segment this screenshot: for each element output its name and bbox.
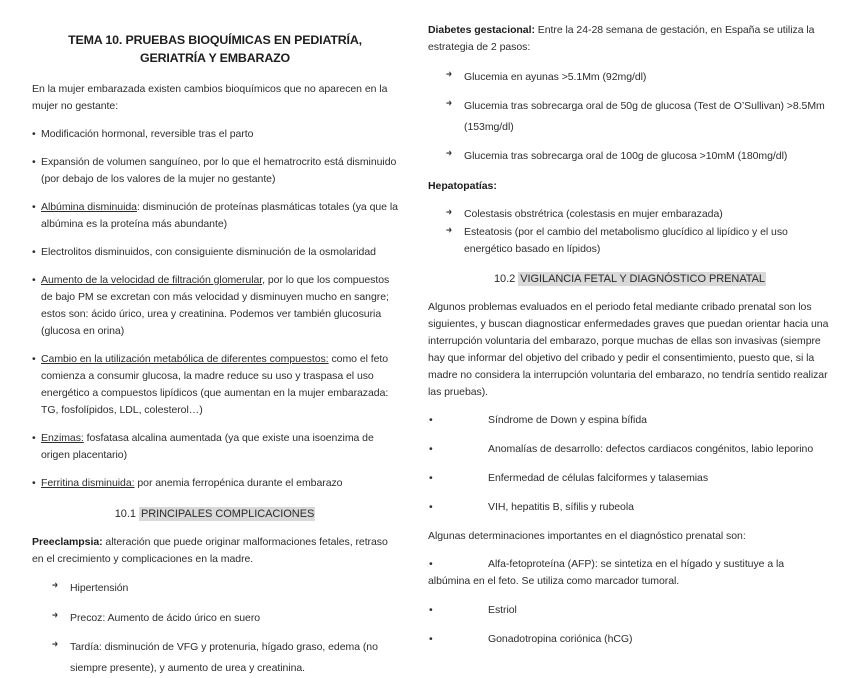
bullet-text: por anemia ferropénica durante el embarazo [134, 476, 343, 489]
bullet-text: Expansión de volumen sanguíneo, por lo que el hematrocrito está disminuido (por debajo de los valores de la mujer no gestante) [41, 155, 397, 185]
list-item: ➜ Glucemia en ayunas >5.1Mm (92mg/dl) [428, 67, 832, 87]
section-number: 10.2 [493, 272, 516, 285]
prenatal-problems-list [428, 412, 832, 516]
hepatopatias-heading [428, 178, 832, 195]
right-column [424, 0, 848, 646]
list-item [32, 126, 398, 143]
list-item: • Estriol [428, 602, 832, 619]
list-item [428, 556, 832, 590]
list-item [32, 154, 398, 188]
bullet-term: Aumento de la velocidad de filtración glomerular [41, 273, 263, 286]
list-item: • Síndrome de Down y espina bífida [428, 412, 832, 429]
hepatopatias-term: Hepatopatías: [428, 179, 497, 192]
section-number: 10.1 [114, 507, 136, 520]
section-heading-10-1 [32, 506, 398, 523]
determination-runover: albúmina en el feto. Se utiliza como marcador tumoral. [428, 575, 680, 588]
preeclampsia-list [32, 578, 398, 678]
list-item: ➜ Tardía: disminución de VFG y protenuria, hígado graso, edema (no siempre presente), y aumento de urea y creatinina. [32, 637, 398, 678]
bullet-text: fosfatasa alcalina aumentada (ya que existe una isoenzima de origen placentario) [41, 431, 374, 461]
determinations-list [428, 556, 832, 648]
preeclampsia-paragraph [32, 534, 398, 568]
bullet-term: Enzimas: [41, 431, 84, 444]
page-title: TEMA 10. PRUEBAS BIOQUÍMICAS EN PEDIATRÍA, GERIATRÍA Y EMBARAZO [68, 33, 362, 65]
list-item: ➜ Hipertensión [32, 578, 398, 598]
section-heading-10-2 [428, 271, 832, 288]
list-item: • Enfermedad de células falciformes y talasemias [428, 470, 832, 487]
preeclampsia-term: Preeclampsia: [32, 536, 103, 549]
list-item: ➜ Precoz: Aumento de ácido úrico en suero [32, 608, 398, 628]
bullet-text: Electrolitos disminuidos, con consiguiente disminución de la osmolaridad [41, 245, 376, 258]
diabetes-paragraph [428, 22, 832, 56]
list-item [32, 430, 398, 464]
diabetes-term: Diabetes gestacional: [428, 24, 535, 36]
left-column [0, 0, 424, 674]
bullet-term: Ferritina disminuida: [41, 476, 135, 489]
prenatal-intro-paragraph: Algunos problemas evaluados en el periodo fetal mediante cribado prenatal son los siguientes, y buscan diagnosticar enfermedades graves que puedan orientar hacia una interrupción voluntaria del embarazo, porque muchas de ellas son invasivas (siempre hay que informar del objetivo del cribado y pedir el consentimiento, puesto que, si la madre no considera la interrupción voluntaria del embarazo, no tendría sentido realizar las pruebas). [428, 301, 829, 399]
list-item: ➜ Colestasis obstrétrica (colestasis en mujer embarazada) [428, 206, 832, 223]
hepatopatias-list [428, 206, 832, 258]
list-item: ➜ Glucemia tras sobrecarga oral de 100g de glucosa >10mM (180mg/dl) [428, 146, 832, 166]
determination-text: Alfa-fetoproteína (AFP): se sintetiza en el hígado y sustituye a la [488, 558, 785, 571]
bullet-text: : disminución de proteínas plasmáticas totales (ya que la albúmina es la proteína más abundante) [41, 200, 398, 230]
diabetes-list [428, 67, 832, 167]
list-item: ➜ Glucemia tras sobrecarga oral de 50g de glucosa (Test de O’Sullivan) >8.5Mm (153mg/dl) [428, 96, 832, 137]
list-item [32, 244, 398, 261]
diabetes-text: Entre la 24-28 semana de gestación, en España se utiliza la estrategia de 2 pasos: [428, 24, 815, 53]
bullet-term: Albúmina disminuida [41, 200, 137, 213]
list-item [32, 475, 398, 492]
list-item [32, 272, 398, 340]
list-item: • Anomalías de desarrollo: defectos cardiacos congénitos, labio leporino [428, 441, 832, 458]
bullet-text: , por lo que los compuestos de bajo PM se excretan con más velocidad y disminuyen mucho en sangre; estos son: ácido úrico, urea y creatinina. Podemos ver también glucosuria (glucosa en orina) [41, 273, 390, 337]
list-item [32, 199, 398, 233]
list-item: • Gonadotropina coriónica (hCG) [428, 631, 832, 648]
list-item: • VIH, hepatitis B, sífilis y rubeola [428, 499, 832, 516]
preeclampsia-text: alteración que puede originar malformaciones fetales, retraso en el crecimiento y complicaciones en la madre. [32, 536, 388, 566]
bullet-text: Modificación hormonal, reversible tras el parto [41, 127, 254, 140]
bullet-term: Cambio en la utilización metabólica de diferentes compuestos: [41, 352, 329, 365]
list-item [32, 351, 398, 419]
section-title: VIGILANCIA FETAL Y DIAGNÓSTICO PRENATAL [520, 272, 766, 285]
bullet-text: como el feto comienza a consumir glucosa, la madre reduce su uso y traspasa el uso energético a compuestos lipídicos (que aumentan en la mujer embarazada: TG, fosfolípidos, LDL, colesterol…) [41, 352, 389, 416]
section-title: PRINCIPALES COMPLICACIONES [140, 507, 315, 520]
determinations-intro: Algunas determinaciones importantes en el diagnóstico prenatal son: [428, 530, 746, 543]
list-item: ➜ Esteatosis (por el cambio del metabolismo glucídico al lipídico y el uso energético basado en lípidos) [428, 224, 832, 258]
intro-paragraph: En la mujer embarazada existen cambios bioquímicos que no aparecen en la mujer no gestante: [32, 82, 388, 112]
